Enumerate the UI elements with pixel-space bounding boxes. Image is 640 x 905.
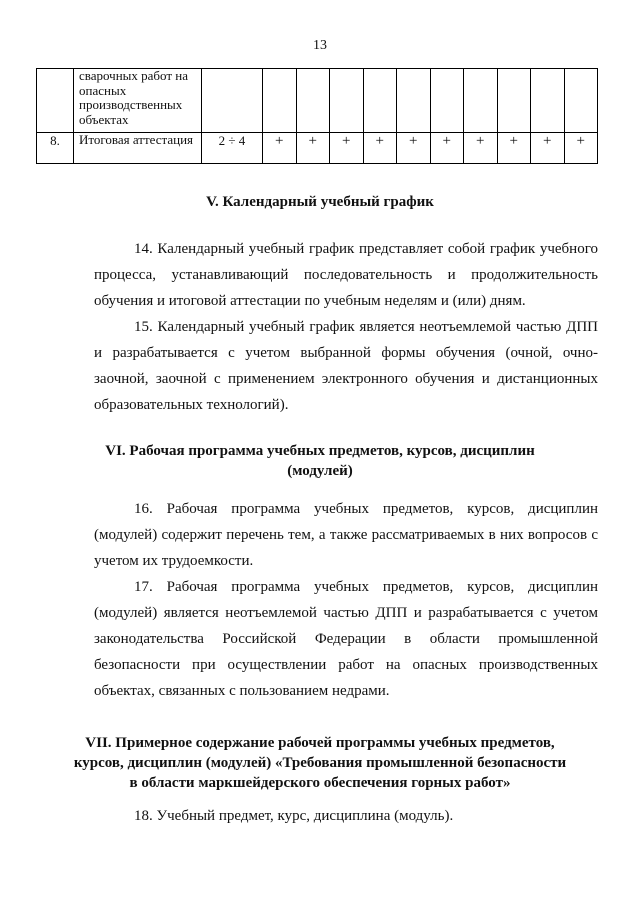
paragraph-15: 15. Календарный учебный график является неотъемлемой частью ДПП и разрабатывается с учетом выбранной формы обучения (очной, очно-заочной, заочной с применением электронного обучения и дистанционных образовательных технологий).: [94, 319, 598, 413]
section-7-heading-line3: в области маркшейдерского обеспечения горных работ»: [129, 775, 511, 791]
mark-cell: +: [497, 133, 531, 164]
mark-cell: [263, 69, 297, 133]
row-number-cell: 8.: [37, 133, 74, 164]
mark-cell: [531, 69, 565, 133]
mark-cell: +: [363, 133, 397, 164]
mark-cell: +: [397, 133, 431, 164]
mark-cell: [397, 69, 431, 133]
row-hours-cell: [202, 69, 263, 133]
section-5-heading: V. Календарный учебный график: [206, 194, 434, 210]
mark-cell: +: [564, 133, 598, 164]
row-name-cell: Итоговая аттестация: [74, 133, 202, 164]
mark-cell: +: [464, 133, 498, 164]
row-name-cell: сварочных работ на опасных производственных объектах: [74, 69, 202, 133]
section-6-heading-line1: VI. Рабочая программа учебных предметов, курсов, дисциплин: [105, 443, 535, 459]
section-7-heading-line2: курсов, дисциплин (модулей) «Требования промышленной безопасности: [73, 755, 567, 771]
row-hours-cell: 2 ÷ 4: [202, 133, 263, 164]
paragraph-16: 16. Рабочая программа учебных предметов, курсов, дисциплин (модулей) содержит перечень тем, а также рассматриваемых в них вопросов с учетом их трудоемкости.: [94, 501, 598, 569]
page-number: 13: [313, 38, 327, 53]
table-row: [37, 133, 598, 164]
mark-cell: [497, 69, 531, 133]
paragraph-14: 14. Календарный учебный график представляет собой график учебного процесса, устанавливающий последовательность и продолжительность обучения и итоговой аттестации по учебным неделям и (или) дням.: [94, 241, 598, 309]
mark-cell: +: [330, 133, 364, 164]
section-6-heading-line2: (модулей): [287, 463, 353, 479]
mark-cell: +: [296, 133, 330, 164]
mark-cell: +: [263, 133, 297, 164]
mark-cell: [430, 69, 464, 133]
curriculum-table: [36, 68, 598, 164]
mark-cell: +: [430, 133, 464, 164]
mark-cell: +: [531, 133, 565, 164]
mark-cell: [564, 69, 598, 133]
section-7-heading-line1: VII. Примерное содержание рабочей программы учебных предметов,: [85, 735, 555, 751]
mark-cell: [296, 69, 330, 133]
paragraph-18: 18. Учебный предмет, курс, дисциплина (модуль).: [134, 808, 454, 824]
mark-cell: [363, 69, 397, 133]
mark-cell: [330, 69, 364, 133]
mark-cell: [464, 69, 498, 133]
row-number-cell: [37, 69, 74, 133]
paragraph-17: 17. Рабочая программа учебных предметов, курсов, дисциплин (модулей) является неотъемлемой частью ДПП и разрабатывается с учетом законодательства Российской Федерации в области промышленной безопасности при осуществлении работ на опасных производственных объектах, связанных с пользованием недрами.: [94, 579, 598, 699]
table-row: [37, 69, 598, 133]
